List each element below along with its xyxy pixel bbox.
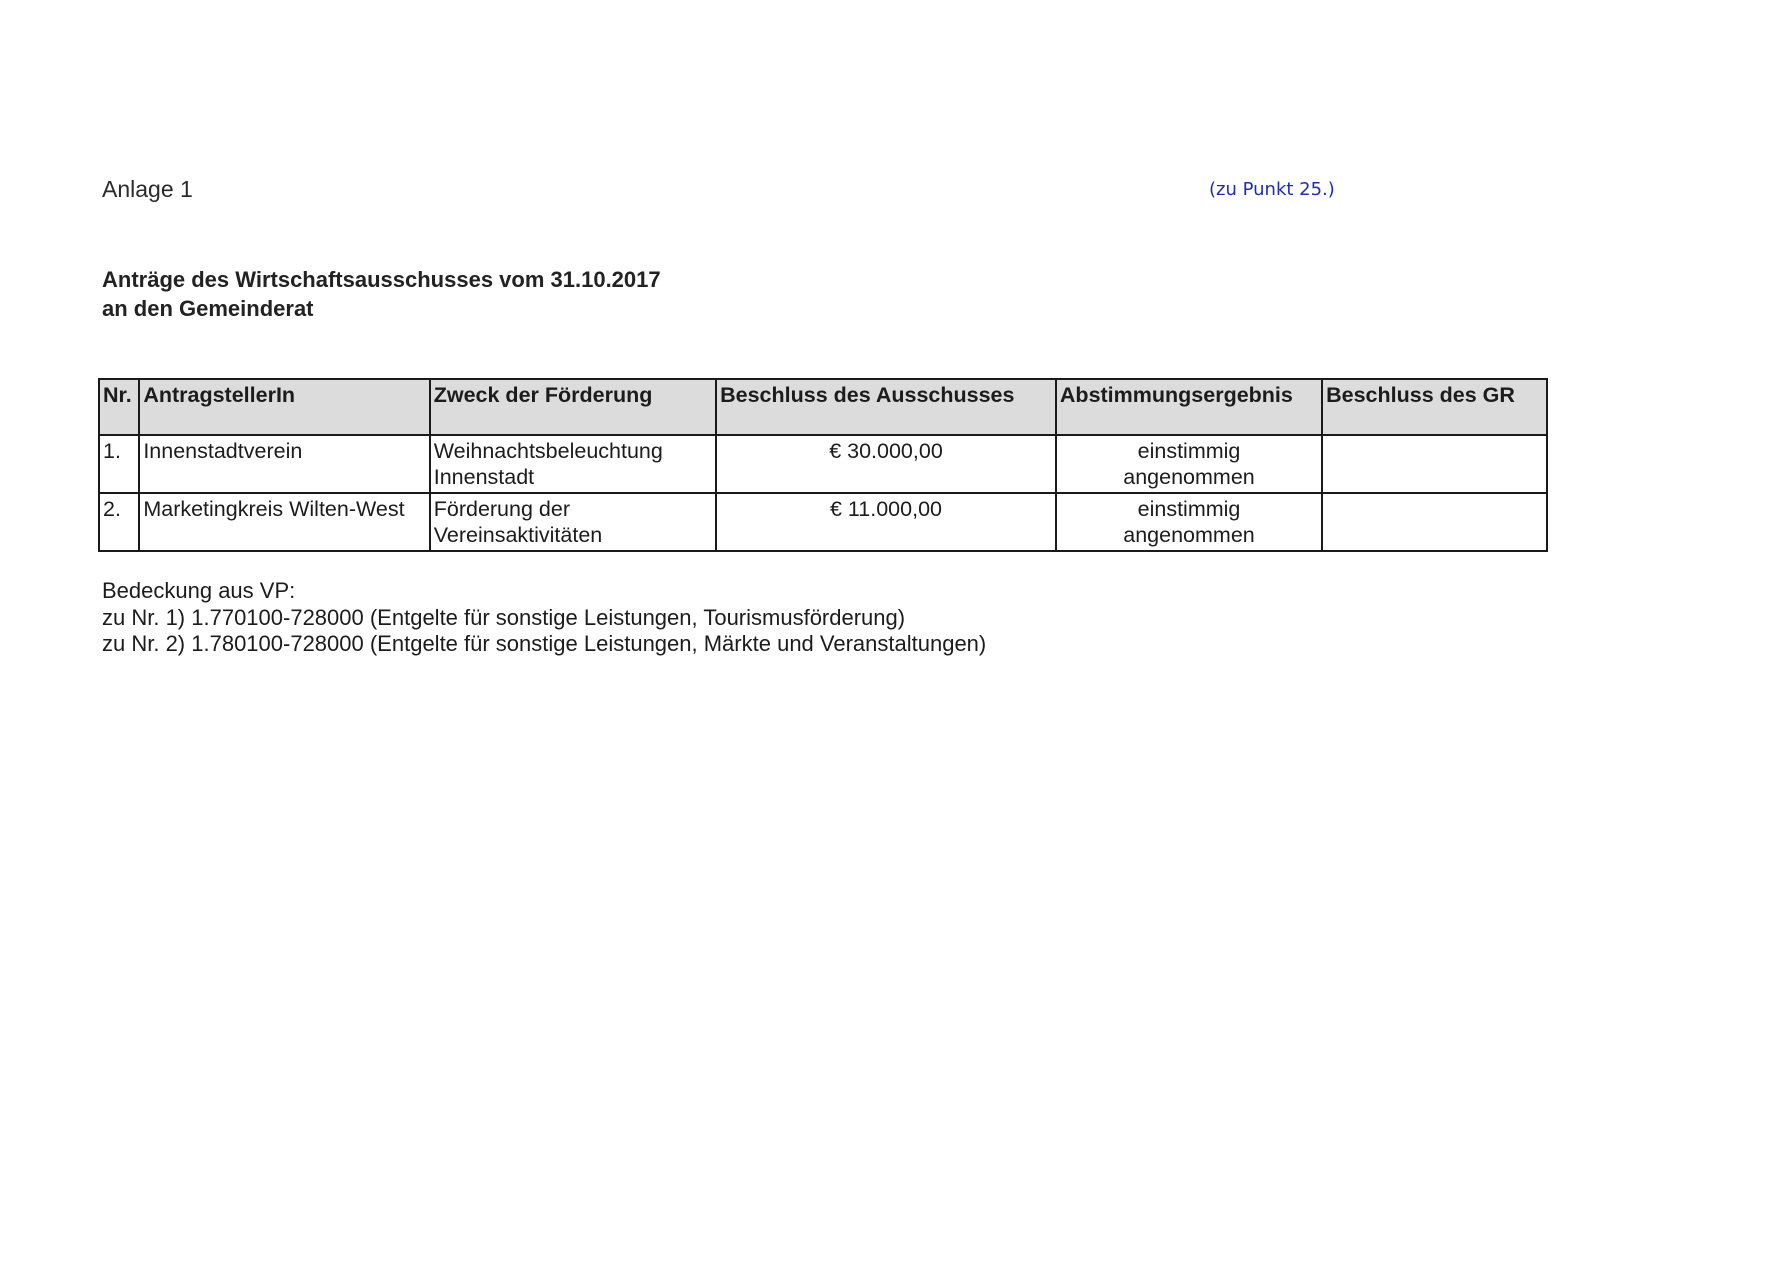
cell-abstimmung [1056,493,1322,551]
cell-abstimmung-line-1: einstimmig [1137,439,1241,463]
cell-zweck [430,493,716,551]
cell-zweck-line-1: Förderung der [433,497,570,521]
header-zweck: Zweck der Förderung [430,379,716,435]
cell-beschluss: € 30.000,00 [716,435,1056,493]
coverage-heading: Bedeckung aus VP: [102,578,296,603]
header-antragsteller: AntragstellerIn [139,379,429,435]
document-title [102,265,661,323]
cell-zweck-line-2: Innenstadt [433,465,535,489]
cell-zweck-line-1: Weihnachtsbeleuchtung [433,439,663,463]
coverage-item-1: zu Nr. 1) 1.770100-728000 (Entgelte für sonstige Leistungen, Tourismusförderung) [102,604,906,630]
cell-beschluss-gr [1322,435,1547,493]
cell-antragsteller: Marketingkreis Wilten-West [139,493,429,551]
header-beschluss-gr: Beschluss des GR [1322,379,1547,435]
table-row [99,435,1547,493]
requests-table [98,378,1548,552]
title-line-1: Anträge des Wirtschaftsausschusses vom 31.10.2017 [102,267,661,292]
table-row [99,493,1547,551]
header-abstimmungsergebnis: Abstimmungsergebnis [1056,379,1322,435]
cell-abstimmung-line-1: einstimmig [1137,497,1241,521]
table-header-row [99,379,1547,435]
cell-beschluss-gr [1322,493,1547,551]
attachment-label: Anlage 1 [102,176,193,202]
header-nr: Nr. [99,379,139,435]
cell-abstimmung-line-2: angenommen [1123,523,1255,547]
cell-nr: 1. [99,435,139,493]
cell-zweck [430,435,716,493]
cell-abstimmung-line-2: angenommen [1123,465,1255,489]
cell-zweck-line-2: Vereinsaktivitäten [433,523,603,547]
cell-abstimmung [1056,435,1322,493]
cell-antragsteller: Innenstadtverein [139,435,429,493]
title-line-2: an den Gemeinderat [102,296,314,321]
cell-nr: 2. [99,493,139,551]
agenda-reference: (zu Punkt 25.) [1209,179,1335,200]
cell-beschluss: € 11.000,00 [716,493,1056,551]
header-beschluss-ausschuss: Beschluss des Ausschusses [716,379,1056,435]
coverage-section [102,578,986,658]
coverage-item-2: zu Nr. 2) 1.780100-728000 (Entgelte für sonstige Leistungen, Märkte und Veranstaltungen) [102,631,987,656]
